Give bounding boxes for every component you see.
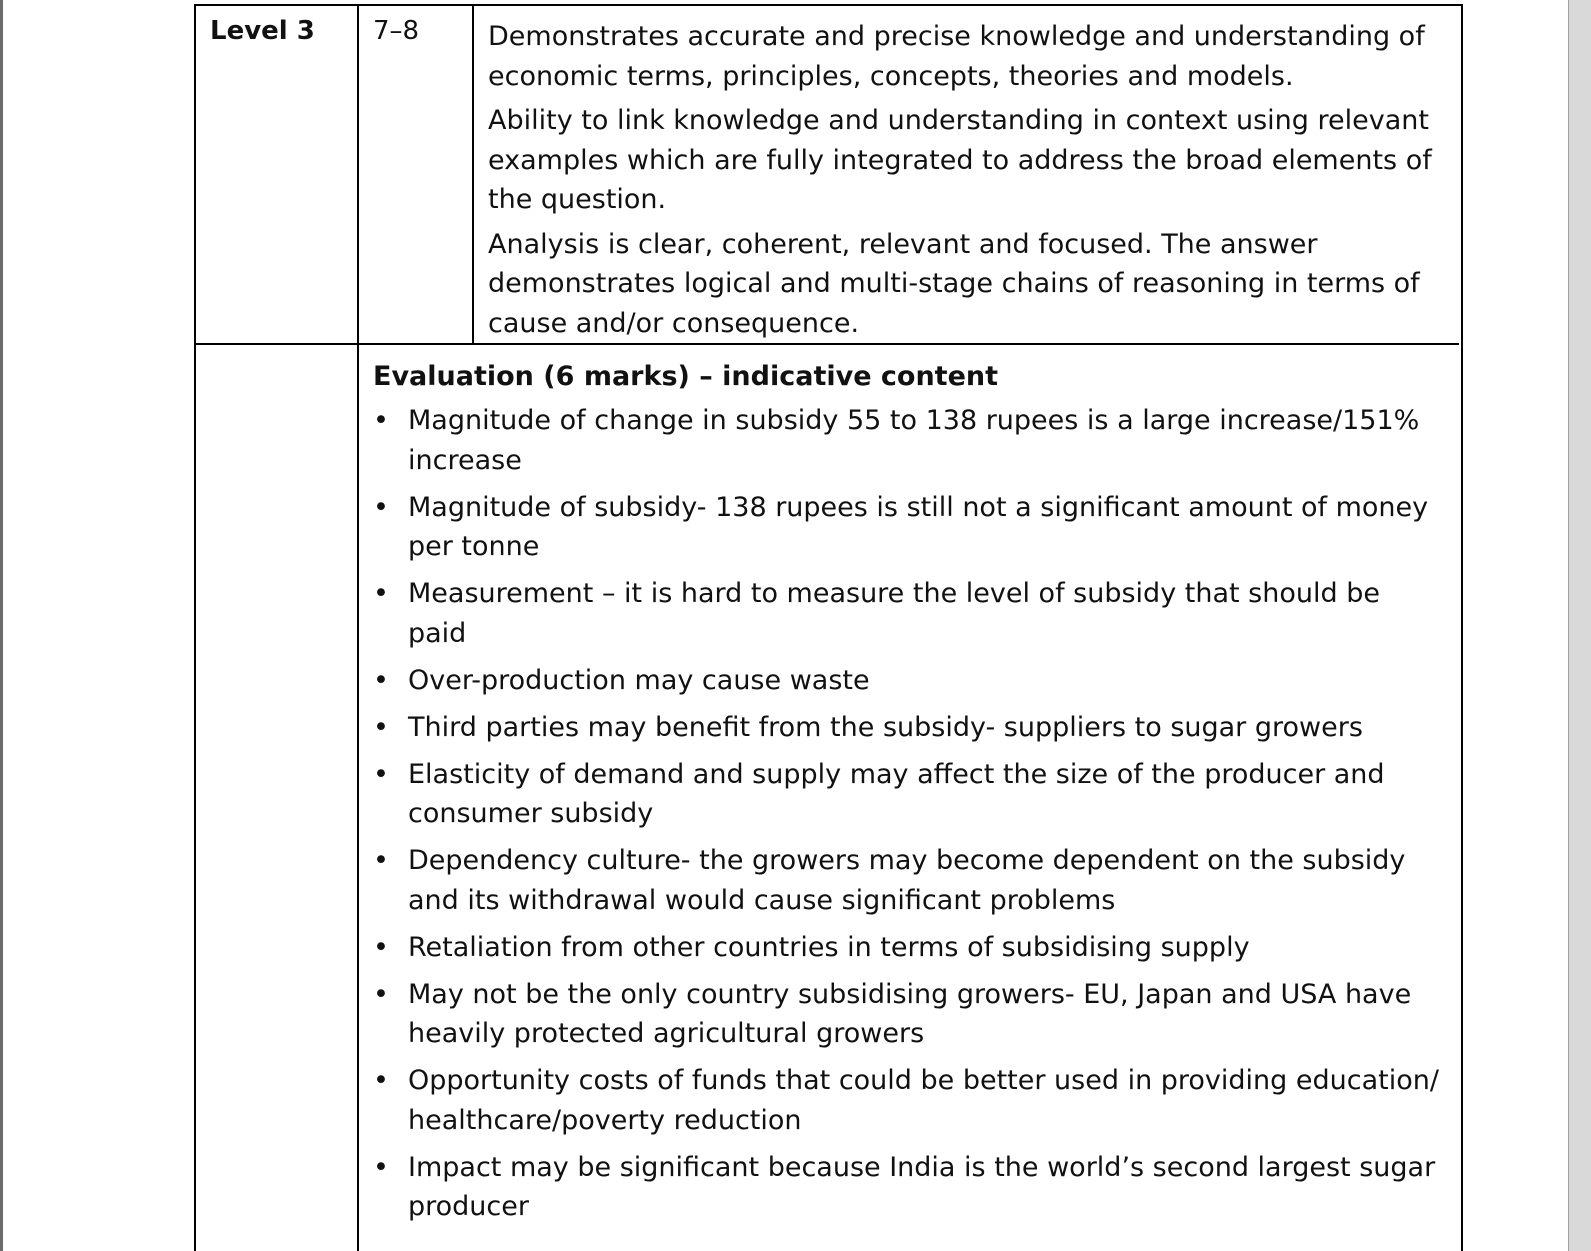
bullet-icon: • [373,1151,389,1183]
marks-cell: 7–8 [359,6,474,343]
list-item-text-with-selection[interactable]: Elasticity of demand and supply may affect the size of the producer and consumer subsidy [408,758,1385,829]
descriptor-analysis: Analysis is clear, coherent, relevant and focused. The answer demonstrates logical and multi-stage chains of reasoning in terms of cause and/or consequence. [488,228,1420,339]
list-item-text: Third parties may benefit from the subsidy- suppliers to sugar growers [408,711,1363,743]
bullet-icon: • [373,758,389,790]
list-item-text: Impact may be significant because India is the world’s second largest sugar producer [408,1151,1436,1222]
list-item [373,488,1445,567]
descriptor-knowledge: Demonstrates accurate and precise knowledge and understanding of economic terms, principles, concepts, theories and models. [488,21,1425,92]
list-item-text: May not be the only country subsidising growers- EU, Japan and USA have heavily protected agricultural growers [408,978,1412,1049]
list-item-text: Retaliation from other countries in terms of subsidising supply [408,931,1250,963]
descriptor-application: Ability to link knowledge and understanding in context using relevant examples which are fully integrated to address the broad elements of the question. [488,105,1432,215]
bullet-icon: • [373,1065,389,1096]
list-item [373,1061,1445,1140]
bullet-icon: • [373,978,389,1010]
list-item [373,401,1445,480]
list-item-text: Opportunity costs of funds that could be better used in providing education/ healthcare/poverty reduction [408,1065,1439,1136]
list-item [373,841,1445,920]
list-item [373,661,1445,701]
evaluation-cell [359,345,1459,1251]
bullet-icon: • [373,931,389,963]
evaluation-row [196,345,1459,1251]
list-item-text: Over-production may cause waste [408,664,870,696]
level-3-row [196,6,1459,345]
list-item [373,574,1445,653]
level-cell: Level 3 [196,6,359,343]
document-page [3,0,1568,1251]
bullet-icon: • [373,664,389,696]
evaluation-heading: Evaluation (6 marks) – indicative content [373,361,999,392]
list-item [373,928,1445,968]
list-item [373,755,1445,834]
descriptor-cell [474,6,1459,343]
bullet-icon: • [373,491,389,523]
bullet-icon: • [373,711,389,743]
list-item-text: Dependency culture- the growers may become dependent on the subsidy and its withdrawal would cause significant problems [408,845,1406,916]
list-item [373,1148,1445,1227]
window-right-border [1568,0,1591,1251]
list-item-text: Measurement – it is hard to measure the level of subsidy that should be paid [408,578,1380,649]
bullet-icon: • [373,845,389,876]
bullet-icon: • [373,578,389,609]
evaluation-list [373,401,1445,1227]
bullet-icon: • [373,405,389,436]
list-item [373,708,1445,748]
list-item [373,975,1445,1054]
list-item-text: Magnitude of subsidy- 138 rupees is still not a significant amount of money per tonne [408,491,1429,562]
mark-scheme-table [194,4,1463,1251]
empty-level-cell [196,345,359,1251]
list-item-text: Magnitude of change in subsidy 55 to 138 rupees is a large increase/151% increase [408,405,1420,476]
